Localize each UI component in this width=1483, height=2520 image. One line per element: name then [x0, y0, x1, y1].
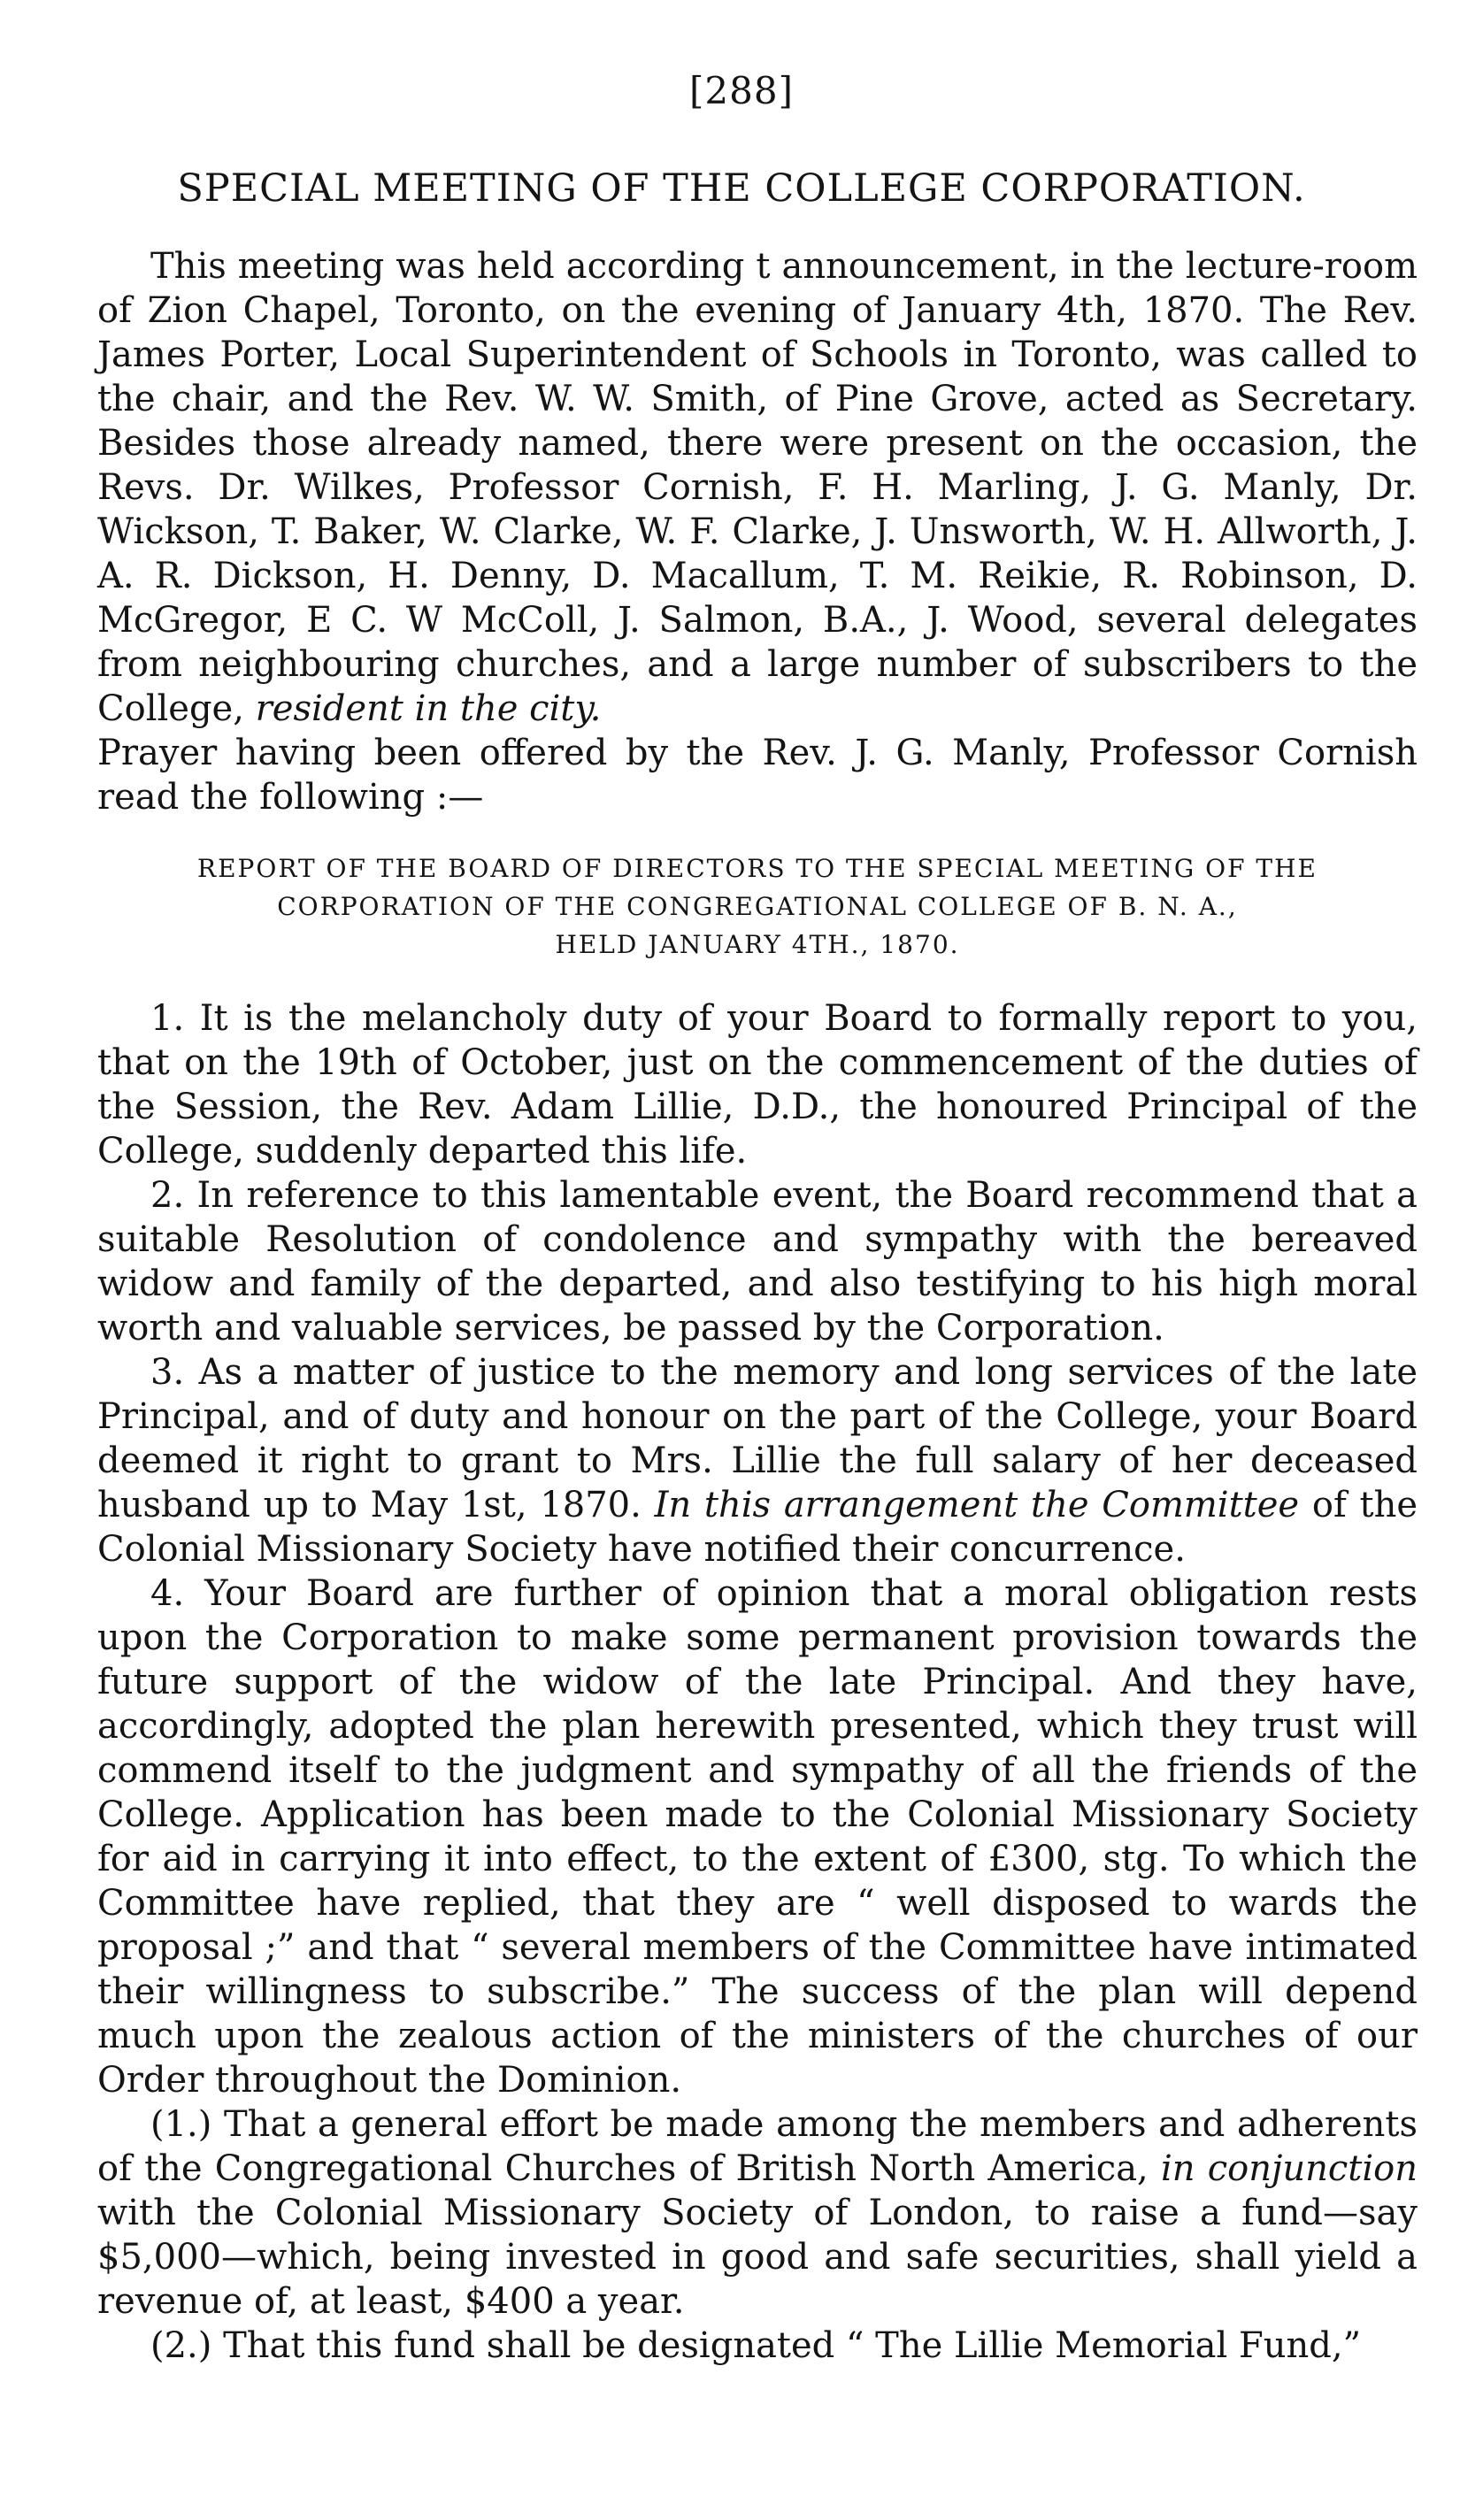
- report-paragraph-4: 4. Your Board are further of opinion that a moral obligation rests upon the Corporation to make some permanent provision towards the future support of the widow of the late Principal. And they have, accordingly, adopted the plan herewith presented, which they trust will commend itself to the judgment and sympathy of all the friends of the College. Application has been made to the Colonial Missionary Society for aid in carrying it into effect, to the extent of £300, stg. To which the Committee have replied, that they are “ well disposed to wards the proposal ;” and that “ several members of the Committee have intimated their willingness to subscribe.” The success of the plan will depend much upon the zealous action of the ministers of the churches of our Order throughout the Dominion.: [97, 1573, 1418, 2101]
- intro-text: This meeting was held according t announcement, in the lecture-room of Zion Chapel, Toronto, on the evening of January 4th, 1870. The Rev. James Porter, Local Superintendent of Schools in Toronto, was called to the chair, and the Rev. W. W. Smith, of Pine Grove, acted as Secretary. Besides those already named, there were present on the occasion, the Revs. Dr. Wilkes, Professor Cornish, F. H. Marling, J. G. Manly, Dr. Wickson, T. Baker, W. Clarke, W. F. Clarke, J. Unsworth, W. H. Allworth, J. A. R. Dickson, H. Denny, D. Macallum, T. M. Reikie, R. Robinson, D. McGregor, E C. W McColl, J. Salmon, B.A., J. Wood, several delegates from neighbouring churches, and a large number of subscribers to the College,: [97, 246, 1418, 729]
- report-heading-line-1: REPORT OF THE BOARD OF DIRECTORS TO THE SPECIAL MEETING OF THE: [197, 854, 1318, 883]
- report-body: [97, 996, 1418, 2368]
- resolution-1-text-end: with the Colonial Missionary Society of London, to raise a fund—say $5,000—which, being invested in good and safe securities, shall yield a revenue of, at least, $400 a year.: [97, 2193, 1418, 2322]
- report-paragraph-3-text: 3. As a matter of justice to the memory and long services of the late Principal, and of duty and honour on the part of the College, your Board deemed it right to grant to Mrs. Lillie the full salary of her deceased husband up to May 1st, 1870.: [97, 1352, 1418, 1525]
- intro-italic-text: resident in the city.: [255, 688, 602, 729]
- report-heading-line-2: CORPORATION OF THE CONGREGATIONAL COLLEGE OF B. N. A.,: [277, 892, 1238, 921]
- page-number: [288]: [689, 69, 794, 112]
- resolution-1-italic: in conjunction: [1160, 2148, 1418, 2189]
- report-paragraph-2: 2. In reference to this lamentable event, the Board recommend that a suitable Resolution of condolence and sympathy with the bereaved widow and family of the departed, and also testifying to his high moral worth and valuable services, be passed by the Corporation.: [97, 1175, 1418, 1348]
- report-heading-line-3: HELD JANUARY 4TH., 1870.: [555, 930, 960, 959]
- prayer-paragraph: Prayer having been offered by the Rev. J. G. Manly, Professor Cornish read the following :—: [97, 733, 1418, 818]
- intro-paragraph: [97, 244, 1418, 731]
- report-paragraph-1: 1. It is the melancholy duty of your Board to formally report to you, that on the 19th of October, just on the commencement of the duties of the Session, the Rev. Adam Lillie, D.D., the honoured Principal of the College, suddenly departed this life.: [97, 998, 1418, 1172]
- resolution-2: (2.) That this fund shall be designated “ The Lillie Memorial Fund,”: [150, 2325, 1362, 2366]
- report-paragraph-3-text-end: of the Colonial Missionary Society have notified their concurrence.: [97, 1485, 1418, 1570]
- report-heading: [97, 849, 1418, 964]
- resolution-1-text: (1.) That a general effort be made among the members and adherents of the Congregational Churches of British North America,: [97, 2104, 1418, 2189]
- intro-section: [97, 244, 1418, 819]
- report-paragraph-3-italic: In this arrangement the Committee: [654, 1485, 1300, 1525]
- report-paragraph-3: [97, 1350, 1418, 1571]
- resolution-1: [97, 2102, 1418, 2324]
- page-title: SPECIAL MEETING OF THE COLLEGE CORPORATION.: [177, 166, 1306, 211]
